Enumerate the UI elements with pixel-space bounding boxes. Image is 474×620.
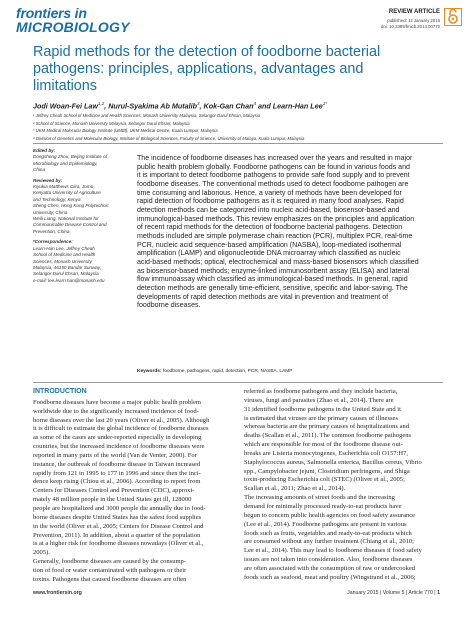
page-number: 1	[437, 590, 440, 596]
title-line: Rapid methods for the detection of foodborne bacterial	[33, 44, 381, 60]
abstract-line: foodborne diseases.	[137, 302, 201, 310]
sidebar-line: Kenyatta University of Agriculture	[33, 190, 101, 196]
body-line: deaths (Scallan et al., 2011). The common foodborne pathogens	[244, 432, 412, 440]
reviewed-by-heading: Reviewed by:	[33, 177, 63, 183]
abstract-line: rapid detection of foodborne pathogens as it is required in many food analyses. Rapid	[137, 198, 404, 206]
abstract-line: detection methods can be categorized into nucleic acid-based, biosensor-based and	[137, 207, 400, 215]
affiliations	[33, 112, 304, 142]
sidebar-line: China	[33, 167, 46, 173]
title-line: pathogens: principles, applications, advantages and	[33, 61, 364, 77]
abstract-line: as biosensor-based methods; enzyme-linked immunosorbent assay (ELISA) and lateral	[137, 267, 410, 275]
abstract-line: it is important to detect foodborne pathogens to provide safe food supply and to prevent	[137, 172, 410, 180]
abstract-line: public health problem globally. Foodborne pathogens can be found in various foods and	[137, 163, 410, 171]
body-line: 2005).	[33, 549, 50, 557]
body-line: Scallan et al., 2011; Zhao et al., 2014).	[244, 485, 346, 493]
body-column-left	[33, 388, 232, 585]
author-affil-sup: 4	[253, 101, 256, 106]
affiliation-line: ¹ Jeffrey Cheah School of Medicine and Health Sciences, Monash University Malaysia, Selangor Darul Ehsan, Malaysia	[33, 113, 261, 118]
body-line: borne diseases despite United States has the safest food supplies	[33, 513, 202, 521]
body-line: mately 48 million people in the United States get ill, 128000	[33, 496, 192, 504]
abstract-line: of recent rapid methods for the detection of foodborne bacterial pathogens. Detection	[137, 224, 403, 232]
reviewed-by-block	[33, 184, 121, 235]
abstract-line: methods included are simple polymerase chain reaction (PCR), multiplex PCR, real-time	[137, 233, 413, 241]
abstract-line: detection methods are generally time-efficient, sensitive, specific and labor-saving. The	[137, 285, 408, 293]
body-line: toxins. Pathogens that caused foodborne diseases are often	[33, 575, 187, 583]
abstract-line: PCR, nucleic acid sequence-based amplification (NASBA), loop-mediated isothermal	[137, 241, 402, 249]
body-line: worldwide due to the significantly increased incidence of food-	[33, 407, 199, 415]
body-line: as some of the cases are under-reported especially in developing	[33, 434, 202, 442]
open-access-icon	[444, 8, 462, 26]
sidebar-line: University, China	[33, 209, 68, 215]
body-line: (Lee et al., 2014). Foodborne pathogens are present in various	[244, 520, 407, 528]
keywords-label: Keywords:	[137, 369, 162, 374]
body-line: reported in many parts of the world (Van de Venter, 2000). For	[33, 451, 197, 459]
body-line: 31 identified foodborne pathogens in the United State and it	[244, 405, 401, 413]
sidebar-line: Sciences, Monash University	[33, 258, 92, 264]
body-line: tion of food or water contaminated with pathogens or their	[33, 566, 187, 574]
published-date: published: 12 January 2015	[387, 18, 440, 23]
author-affil-sup: 1*	[322, 101, 327, 106]
body-line: demand for minimally processed ready-to-eat products have	[244, 502, 402, 510]
body-line: The increasing amounts of street foods and the increasing	[244, 494, 395, 502]
affiliation-line: ² School of Science, Monash University Malaysia, Selangor Darul Ehsan, Malaysia	[33, 120, 190, 126]
abstract-line: amplification (LAMP) and oligonucleotide DNA microarray which classified as nucleic	[137, 250, 401, 258]
affiliation-line: ³ UKM Medical Molecular Biology Institute (UMBI), UKM Medical Centre, Kuala Lumpur, Malaysia	[33, 128, 218, 133]
body-line: is at a higher risk for foodborne diseases nowadays (Oliver et al.,	[33, 540, 204, 548]
body-line: dence keep rising (Chiou et al., 2006). According to report from	[33, 478, 201, 486]
article-type-label: REVIEW ARTICLE	[388, 9, 440, 15]
sidebar-line: Learn-Han Lee, Jeffrey Cheah	[33, 245, 95, 251]
abstract-line: developments of rapid detection methods are vital in prevention and treatment of	[137, 293, 389, 301]
footer-issue-text: January 2015 | Volume 5 | Article 770 |	[347, 590, 436, 596]
sidebar-line: Selangor Darul Ehsan, Malaysia	[33, 271, 99, 277]
journal-logo	[16, 6, 130, 34]
author-affil-sup: 1,2	[97, 101, 105, 106]
abstract-line: flow immunoassay which classified as immunological-based methods. In general, rapid	[137, 276, 408, 284]
publication-info	[381, 18, 440, 30]
keywords-text: foodborne, pathogens, rapid, detection, PCR, NASBA, LAMP	[162, 369, 293, 374]
body-line: breaks are Listeria monocytogenes, Escherichia coli O157:H7,	[244, 449, 408, 457]
body-line: instance, the outbreak of foodborne disease in Taiwan increased	[33, 460, 201, 468]
body-line: viruses, fungi and parasites (Zhao et al., 2014). There are	[244, 396, 394, 404]
correspondence-email[interactable]: e-mail: lee.learn.han@monash.edu	[33, 277, 105, 283]
body-line: Generally, foodborne diseases are caused by the consump-	[33, 558, 187, 566]
footer-website-link[interactable]: www.frontiersin.org	[33, 590, 82, 596]
body-line: it is difficult to estimate the global incidence of foodborne diseases	[33, 425, 209, 433]
body-line: rapidly from 121 in 1995 to 177 in 1996 and since then the inci-	[33, 469, 201, 477]
edited-by-block	[33, 154, 121, 173]
body-line: begun to concern public health agencies on food safety assurance	[244, 511, 416, 519]
editorial-sidebar	[33, 148, 121, 288]
divider	[33, 382, 443, 383]
sidebar-line: Microbiology and Epidemiology,	[33, 160, 98, 166]
edited-by-heading: Edited by:	[33, 148, 56, 153]
journal-brand-line1: frontiers in	[16, 5, 87, 21]
author-name[interactable]: Kok-Gan Chan	[203, 101, 254, 111]
doi-link[interactable]: doi: 10.3389/fmicb.2014.00770	[380, 24, 440, 29]
divider	[33, 143, 443, 144]
body-line: which are responsible for most of the foodborne disease out-	[244, 441, 403, 449]
sidebar-line: Dongsheng Zhou, Beijing Institute of	[33, 154, 108, 160]
body-line: foods such as seafood, meat and poultry (Wingstrand et al., 2006;	[244, 573, 416, 581]
title-line: limitations	[33, 78, 97, 94]
sidebar-line: Sheng Chen, Hong Kong Polytechnic	[33, 203, 109, 209]
section-heading-introduction: INTRODUCTION	[33, 388, 87, 395]
author-name[interactable]: Learn-Han Lee	[272, 101, 323, 111]
author-list: Jodi Woan-Fei Law$^{1,2}$, Nurul-Syakima Ab Mutalib$^3$, Kok-Gan Chan$^4$ and Learn-Han Lee$^{1*}$	[33, 101, 327, 111]
sidebar-line: Malaysia, 46150 Bandar Sunway,	[33, 264, 102, 270]
author-name[interactable]: Nurul-Syakima Ab Mutalib	[108, 101, 198, 111]
body-line: referred as foodborne pathogens and they include bacteria,	[244, 388, 398, 395]
journal-brand-line2: MICROBIOLOGY	[16, 19, 130, 35]
affiliation-line: ⁴ Division of Genetics and Molecular Biology, Institute of Biological Sciences, Faculty of Science, University of Malaya, Kuala Lumpur, Malaysia	[33, 135, 305, 141]
body-line: countries, but the increased incidence of foodborne diseases were	[33, 443, 205, 451]
abstract-line: acid-based methods; optical, electrochemical and mass-based biosensors which classified	[137, 259, 419, 267]
body-line: Prevention, 2011). In addition, about a quarter of the population	[33, 531, 201, 539]
author-name[interactable]: Jodi Woan-Fei Law	[33, 101, 98, 111]
abstract-line: time consuming and laborious. Hence, a variety of methods have been developed for	[137, 189, 402, 197]
body-line: foods such as fruits, vegetables and ready-to-eat products which	[244, 529, 412, 537]
sidebar-line: Prevention, China	[33, 228, 70, 234]
footer-issue-info	[347, 590, 440, 596]
correspondence-heading: *Correspondence:	[33, 239, 73, 245]
body-line: Centers for Diseases Control and Prevention (CDC), approxi-	[33, 487, 195, 495]
abstract-line: The incidence of foodborne diseases has increased over the years and resulted in major	[137, 155, 413, 162]
body-line: toxin-producing Escherichia coli (STEC) (Oliver et al., 2005;	[244, 476, 405, 484]
body-line: issues are not taken into consideration. Also, foodborne diseases	[244, 556, 413, 564]
body-line: whereas bacteria are the primary causes of hospitalizations and	[244, 423, 410, 431]
abstract	[137, 155, 443, 311]
body-line: are often associated with the consumption of raw or undercooked	[244, 564, 416, 572]
body-line: are consumed without any further treatment (Chiang et al., 2010;	[244, 538, 414, 546]
abstract-line: immunological-based methods. This review emphasizes on the principles and application	[137, 215, 415, 223]
body-column-right	[244, 388, 443, 583]
sidebar-line: Weili Liang, National Institute for	[33, 216, 99, 222]
keywords	[137, 369, 292, 374]
body-line: Lee et al., 2014). This may lead to foodborne diseases if food safety	[244, 547, 422, 555]
body-line: is estimated that viruses are the primary causes of illnesses	[244, 414, 398, 422]
article-title	[33, 44, 445, 95]
author-affil-sup: 3	[197, 101, 200, 106]
sidebar-line: Communicable Disease Control and	[33, 222, 107, 228]
body-line: in the world (Oliver et al., 2005; Centers for Disease Control and	[33, 522, 204, 530]
sidebar-line: School of Medicine and Health	[33, 252, 96, 258]
body-line: spp., Campylobacter jejuni, Clostridium perfringens, and Shiga	[244, 467, 410, 475]
body-line: borne diseases over the last 20 years (Oliver et al., 2005). Although	[33, 416, 210, 424]
abstract-line: foodborne diseases. The conventional methods used to detect foodborne pathogen are	[137, 181, 409, 189]
sidebar-line: and Technology, Kenya	[33, 196, 81, 202]
body-line: people are hospitalized and 3000 people die annually due to food-	[33, 504, 206, 512]
sidebar-line: Kiyukia Matthews Ciira, Jomo	[33, 184, 94, 190]
body-line: Staphylococcus aureus, Salmonella enterica, Bacillus cereus, Vibrio	[244, 458, 422, 466]
correspondence-block	[33, 246, 121, 284]
body-line: Foodborne diseases have become a major public health problem	[33, 398, 201, 406]
